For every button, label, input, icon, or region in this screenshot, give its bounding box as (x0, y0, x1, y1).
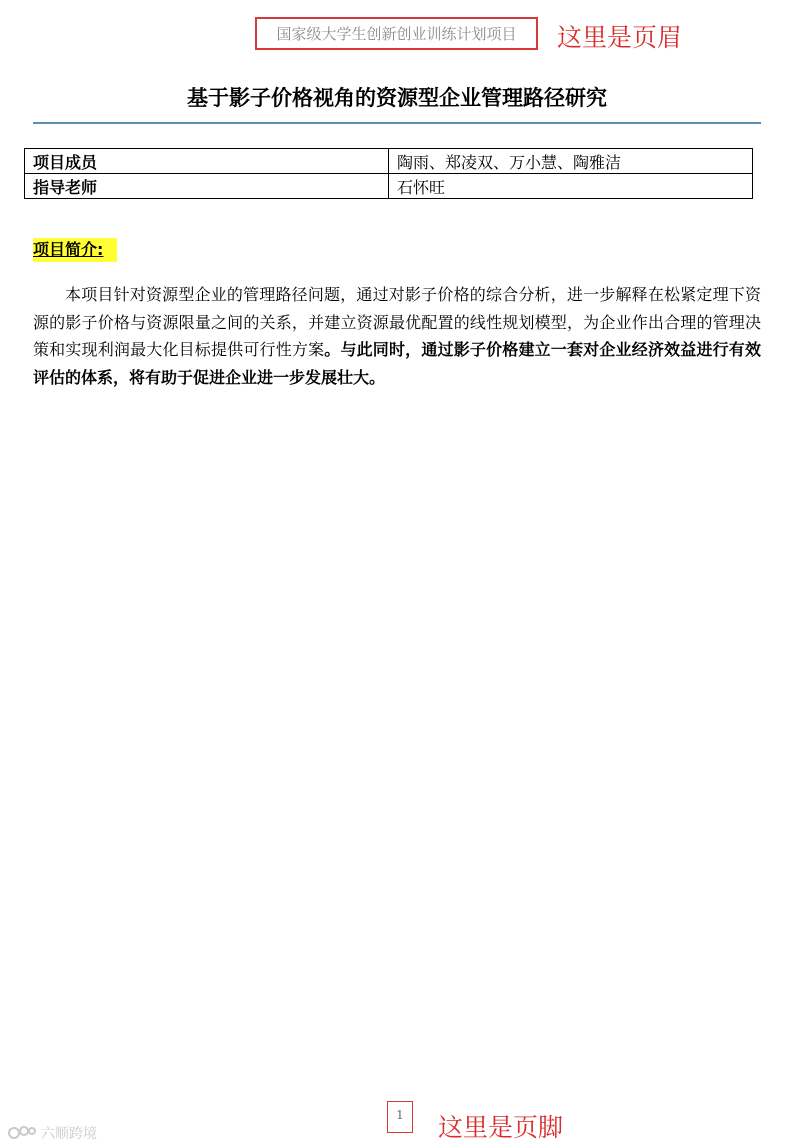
watermark-logo-icon (8, 1125, 38, 1141)
members-value: 陶雨、郑凌双、万小慧、陶雅洁 (389, 149, 753, 174)
intro-text-part2: 。与此同时，通过影子价格建立一套对企业经济效益进行有效评估的体系，将有助于促进企业进一步发展壮大 (33, 340, 761, 387)
watermark-text: 六顺跨境 (41, 1126, 97, 1142)
header-text: 国家级大学生创新创业训练计划项目 (276, 25, 517, 43)
table-row (25, 149, 753, 174)
members-label: 项目成员 (25, 149, 389, 174)
page-header (255, 17, 538, 50)
header-annotation: 这里是页眉 (557, 23, 683, 52)
page-footer (387, 1101, 413, 1133)
footer-annotation: 这里是页脚 (438, 1113, 564, 1142)
document-title: 基于影子价格视角的资源型企业管理路径研究 (187, 86, 607, 110)
watermark (8, 1123, 97, 1143)
project-info-table (24, 148, 753, 199)
intro-paragraph (33, 281, 761, 391)
intro-text-end: 。 (369, 367, 386, 387)
advisor-value: 石怀旺 (389, 174, 753, 199)
title-divider (33, 122, 761, 124)
table-row (25, 174, 753, 199)
section-title-intro: 项目简介: (33, 238, 117, 262)
page-number: 1 (396, 1108, 404, 1122)
intro-text-part1: 本项目针对资源型企业的管理路径问题，通过对影子价格的综合分析，进一步解释在松紧定理下资源的影子价格与资源限量之间的关系，并建立资源最优配置的线性规划模型，为企业作出合理的管理决策和实现利润最大化目标提供可行性方案 (33, 285, 761, 359)
advisor-label: 指导老师 (25, 174, 389, 199)
